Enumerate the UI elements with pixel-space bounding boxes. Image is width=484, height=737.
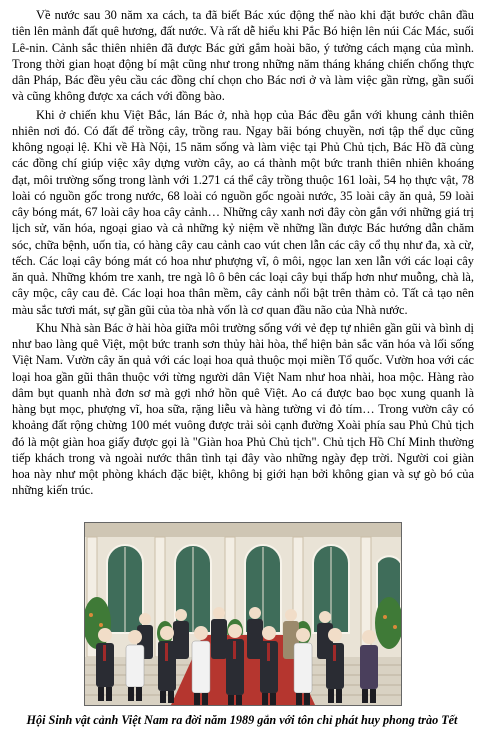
group-photo xyxy=(84,522,402,706)
paragraph-2: Khi ở chiến khu Việt Bắc, lán Bác ở, nhà họp của Bác đều gắn với khung cảnh thiên nhiên nơi đó. Có đất để trồng cây, trồng rau. Ngay bãi bóng chuyền, nơi tập thể dục cũng không ngoại lệ. Khi về Hà Nội, 15 năm sống và làm việc tại Phủ Chủ tịch, Bác Hồ đã cùng các đồng chí giúp việc xây dựng vườn cây, ao cá thành một bức tranh thiên nhiên khoáng đạt, môi trường sống trong lành với 1.271 cá thể cây trồng thuộc 161 loài, 54 họ thực vật, 78 loài có nguồn gốc trong nước, 68 loài có nguồn gốc ngoài nước, 35 loài cây ăn quả, 59 loài cây bóng mát, 67 loài cây hoa cây cảnh… Những cây xanh nơi đây còn gắn với những giá trị lịch sử, văn hóa, ngoại giao và cả những kỷ niệm về những lần được Bác hướng dẫn chăm sóc, chữa bệnh, uốn tỉa, có hàng cây cau cảnh cao vút chen lẫn các cây cổ thụ như đa, xà cừ, tếch. Các loại cây bóng mát có hoa như phượng vĩ, ô môi, ngọc lan xen lẫn với các loại cây ăn quả. Những khóm tre xanh, tre ngà lô ô bên các loại cây bụi thấp hơn như muỗng, chà là, cây mộc, cây cau đẻ. Các loại hoa thân mềm, cây cảnh nổi bật trên thảm cỏ. Tất cả tạo nên màu sắc tươi mát, sự gần gũi của tòa nhà vốn là cơ quan đầu não của Nhà nước. xyxy=(12,107,474,317)
paragraph-1: Về nước sau 30 năm xa cách, ta đã biết Bác xúc động thế nào khi đặt bước chân đầu tiên lên mảnh đất quê hương, đất nước. Và rất dễ hiểu khi Pắc Bó hiện lên núi Các Mác, suối Lê-nin. Cảnh sắc thiên nhiên đã được Bác gửi gắm hoài bão, ý tưởng cách mạng của mình. Trong thời gian hoạt động bí mật cũng như trong những năm tháng kháng chiến chống thực dân Pháp, Bác đều yêu cầu các đồng chí chọn cho Bác nơi ở và làm việc gần rừng, gần suối và cũng không được xa cách với đồng bào. xyxy=(12,8,474,104)
article-body xyxy=(12,7,474,501)
photo-caption: Hội Sinh vật cảnh Việt Nam ra đời năm 1989 gắn với tôn chỉ phát huy phong trào Tết xyxy=(26,713,458,727)
paragraph-3: Khu Nhà sàn Bác ở hài hòa giữa môi trường sống với vẻ đẹp tự nhiên gần gũi và bình dị như bao làng quê Việt, một bức tranh sơn thủy hài hòa, thể hiện bản sắc văn hóa và lối sống Việt Nam. Vườn cây ăn quả với các loại hoa quả thuộc mọi miền Tổ quốc. Vườn hoa với các loại hoa gần gũi thân thuộc với từng người dân Việt Nam như hoa nhài, hoa mộc. Hàng rào dâm bụt quanh nhà đơn sơ mà gợi nhớ hồn quê Việt. Ao cá được bao bọc xung quanh là hàng bụt mọc, phượng vĩ, hoa sữa, rặng liễu và hàng tường vi đỏ tím… Trong vườn cây có khoảng đất rộng chừng 100 mét vuông được trải sỏi cạnh đường Xoài phía sau Phủ Chủ tịch đó là một giàn hoa giấy được gọi là "Giàn hoa Phủ Chủ tịch". Chủ tịch Hồ Chí Minh thường tiếp khách trong và ngoài nước thân tình tại đây vào những ngày đẹp trời. Người coi giàn hoa này như một phòng khách đặc biệt, không bị giới hạn bởi không gian và sự gò bó của những kiến trúc. xyxy=(12,320,474,498)
